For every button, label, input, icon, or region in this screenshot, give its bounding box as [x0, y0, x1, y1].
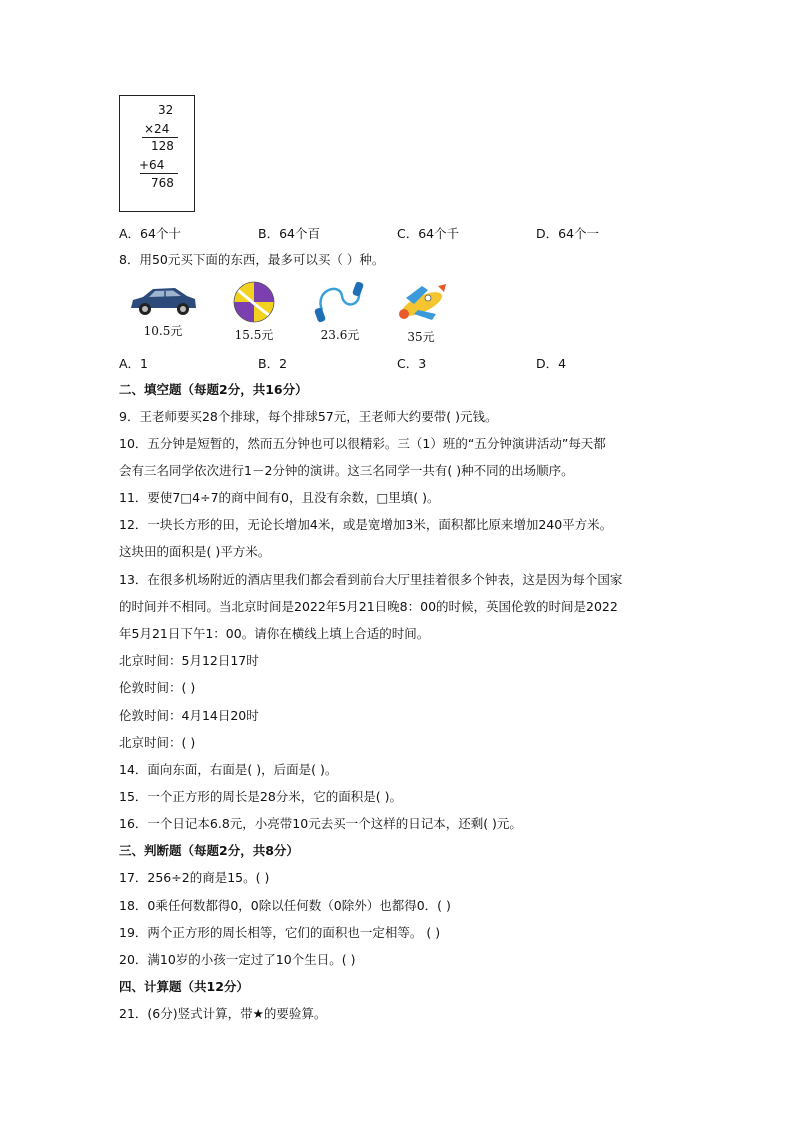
mult-times: ×24: [144, 122, 170, 136]
mult-result: 768: [151, 176, 174, 190]
q14: 14．面向东面，右面是( )，后面是( )。: [119, 762, 338, 777]
multiplication-box: [119, 95, 195, 212]
q10-line2: 会有三名同学依次进行1－2分钟的演讲。这三名同学一共有( )种不同的出场顺序。: [119, 463, 574, 478]
mult-top: 32: [158, 103, 174, 117]
ball-icon: [232, 280, 276, 324]
q12-line2: 这块田的面积是( )平方米。: [119, 544, 271, 559]
q13-line2: 的时间并不相同。当北京时间是2022年5月21日晚8：00的时候，英国伦敦的时间是2022: [119, 599, 618, 614]
q7-option-c[interactable]: C．64个千: [397, 226, 460, 241]
q9: 9．王老师要买28个排球，每个排球57元，王老师大约要带( )元钱。: [119, 409, 498, 424]
mult-rule-1: [142, 137, 178, 138]
q7-option-b[interactable]: B．64个百: [258, 226, 320, 241]
q8-options: [119, 354, 679, 372]
q8-option-b[interactable]: B．2: [258, 356, 288, 371]
q17: 17．256÷2的商是15。( ): [119, 870, 270, 885]
price-airplane: 35元: [407, 330, 435, 344]
q13-london-2: 伦敦时间：4月14日20时: [119, 708, 259, 723]
section3-title: 三、判断题（每题2分，共8分）: [119, 843, 299, 858]
q13-beijing-2[interactable]: 北京时间：( ): [119, 735, 196, 750]
q7-option-d[interactable]: D．64个一: [536, 226, 600, 241]
car-icon: [127, 282, 199, 320]
q12-line1: 12．一块长方形的田，无论长增加4米，或是宽增加3米，面积都比原来增加240平方米。: [119, 517, 613, 532]
q8-option-c[interactable]: C．3: [397, 356, 427, 371]
q13-london-1[interactable]: 伦敦时间：( ): [119, 680, 196, 695]
mult-plus: +64: [139, 158, 165, 172]
q7-options: [119, 224, 679, 242]
q21: 21．(6分)竖式计算，带★的要验算。: [119, 1006, 327, 1021]
q7-option-a[interactable]: A．64个十: [119, 226, 181, 241]
q13-line1: 13．在很多机场附近的酒店里我们都会看到前台大厅里挂着很多个钟表，这是因为每个国家: [119, 572, 623, 587]
q19: 19．两个正方形的周长相等，它们的面积也一定相等。 ( ): [119, 925, 441, 940]
item-jump-rope: [310, 280, 370, 343]
q20: 20．满10岁的小孩一定过了10个生日。( ): [119, 952, 356, 967]
q11: 11．要使7□4÷7的商中间有0，且没有余数，□里填( )。: [119, 490, 440, 505]
item-car: [127, 282, 199, 339]
airplane-icon: [392, 280, 450, 326]
item-airplane: [392, 280, 450, 345]
q8-option-d[interactable]: D．4: [536, 356, 567, 371]
price-car: 10.5元: [143, 324, 183, 338]
price-ball: 15.5元: [234, 328, 274, 342]
mult-rule-2: [140, 173, 178, 174]
q13-beijing-1: 北京时间：5月12日17时: [119, 653, 259, 668]
q8-option-a[interactable]: A．1: [119, 356, 149, 371]
section2-title: 二、填空题（每题2分，共16分）: [119, 382, 308, 397]
jump-rope-icon: [312, 280, 368, 324]
price-jump-rope: 23.6元: [320, 328, 360, 342]
item-ball: [230, 280, 278, 343]
q10-line1: 10．五分钟是短暂的，然而五分钟也可以很精彩。三（1）班的“五分钟演讲活动”每天都: [119, 436, 606, 451]
section4-title: 四、计算题（共12分）: [119, 979, 249, 994]
q8-text: 8．用50元买下面的东西，最多可以买（ ）种。: [119, 252, 385, 267]
q16: 16．一个日记本6.8元，小亮带10元去买一个这样的日记本，还剩( )元。: [119, 816, 522, 831]
q15: 15．一个正方形的周长是28分米，它的面积是( )。: [119, 789, 403, 804]
q13-line3: 年5月21日下午1：00。请你在横线上填上合适的时间。: [119, 626, 430, 641]
mult-partial: 128: [151, 139, 174, 153]
q18: 18．0乘任何数都得0，0除以任何数（0除外）也都得0．( ): [119, 898, 451, 913]
